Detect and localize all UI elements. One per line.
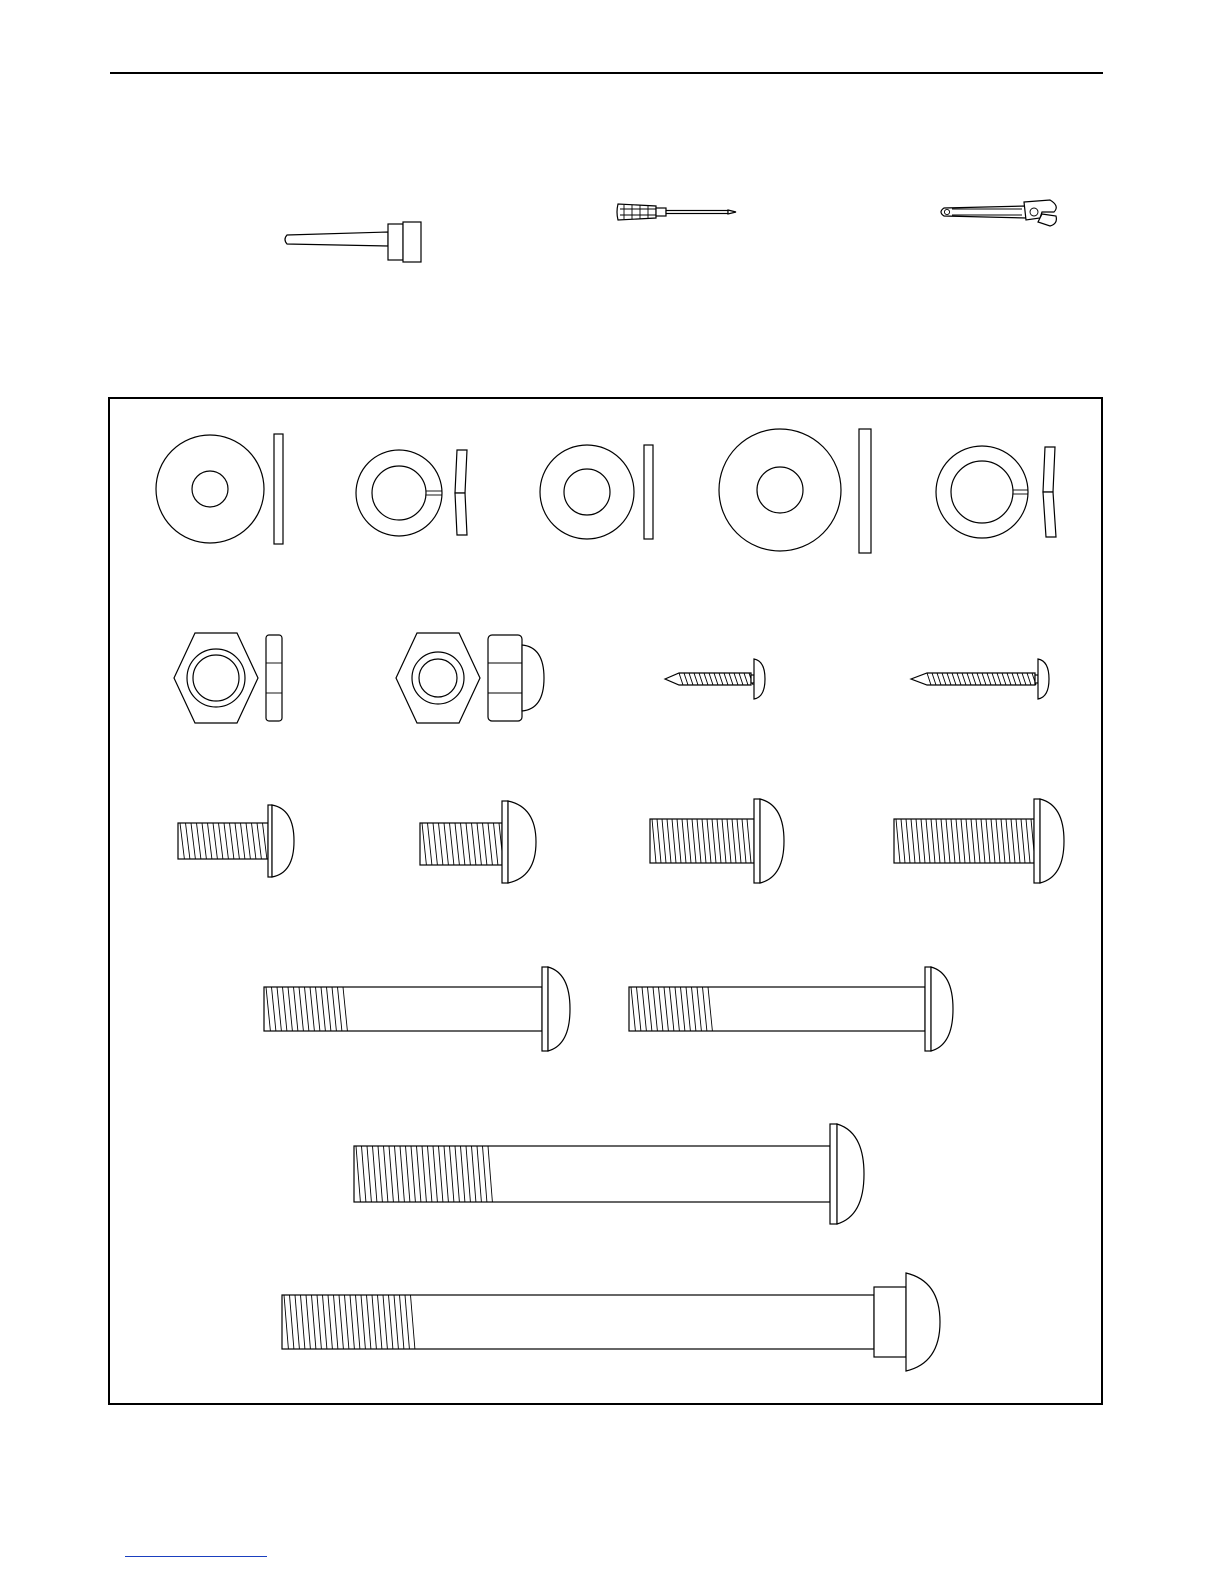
button-head-bolt-icon — [648, 799, 788, 888]
header-rule — [110, 72, 1103, 74]
hex-jam-nut-icon — [176, 631, 288, 730]
wrench-icon — [938, 198, 1060, 235]
split-lock-washer-icon — [935, 444, 1071, 545]
partially-threaded-bolt-icon — [627, 967, 957, 1056]
flat-washer-icon — [539, 443, 663, 548]
long-screw-icon — [909, 657, 1049, 706]
parts-identification-chart — [108, 397, 1103, 1405]
button-head-bolt-icon — [418, 801, 538, 888]
large-flat-washer-icon — [718, 427, 878, 560]
partially-threaded-bolt-icon — [262, 967, 572, 1056]
short-screw-icon — [661, 657, 773, 706]
footer-link[interactable] — [125, 1556, 267, 1557]
nylon-lock-nut-icon — [398, 631, 548, 730]
split-lock-washer-icon — [355, 447, 479, 544]
screwdriver-icon — [616, 200, 740, 229]
mallet-icon — [283, 220, 423, 270]
button-head-bolt-icon — [176, 801, 296, 882]
flat-washer-icon — [154, 433, 294, 550]
partially-threaded-bolt-icon — [352, 1124, 872, 1229]
button-head-bolt-icon — [892, 799, 1068, 888]
carriage-bolt-icon — [280, 1273, 940, 1376]
